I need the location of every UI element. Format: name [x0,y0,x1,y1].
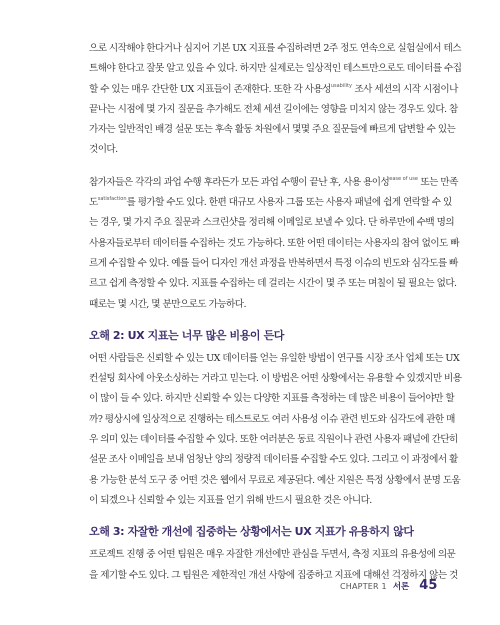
text-line: 사용자들로부터 데이터를 수집하는 것도 가능하다. 또한 어떤 데이터는 사용자의 참여 없이도 빠 [89,237,459,249]
text-line: 을 제기할 수도 있다. 그 팀원은 제한적인 개선 사항에 집중하고 지표에 대해선 걱정하지 않는 것 [89,569,458,581]
page-content [89,39,462,594]
text-line: 르게 수집할 수 있다. 예를 들어 디자인 개선 과정을 반복하면서 특정 이슈의 빈도와 심각도를 빠 [89,257,458,269]
text-line: 컨설팅 회사에 아웃소싱하는 거라고 믿는다. 이 방법은 어떤 상황에서는 유용할 수 있겠지만 비용 [89,373,462,385]
term-ease-of-use: ease of use [389,175,418,182]
section-label: 서론 [392,582,410,592]
term-satisfaction: satisfaction [97,196,127,203]
paragraph-2 [89,173,459,315]
text-line: 도$^{satisfaction}$를 평가할 수도 있다. 한편 대규모 사용자 그룹 또는 사용자 패널에 쉽게 연락할 수 있 [89,196,452,209]
text-line: 트해야 한다고 잘못 알고 있을 수 있다. 하지만 실제로는 일상적인 테스트만으로도 데이터를 수집 [89,63,462,75]
text-line: 는 경우, 몇 가지 주요 질문과 스크린샷을 정리해 이메일로 보낼 수 있다. 단 하루만에 수백 명의 [89,217,455,229]
text-line: 할 수 있는 매우 간단한 UX 지표들이 존재한다. 또한 각 사용성$^{usability}$ 조사 세션의 시작 시점이나 [89,82,458,95]
term-usability: usability [330,82,352,89]
section-heading-myth-2: 오해 2: UX 지표는 너무 많은 비용이 든다 [89,328,285,342]
page-footer [340,578,437,593]
text-line: 우 의미 있는 데이터를 수집할 수 있다. 또한 여러분은 동료 직원이나 관련 사용자 패널에 간단히 [89,434,458,446]
text-line: 끝나는 시점에 몇 가지 질문을 추가해도 전체 세션 길이에는 영향을 미치지 않는 경우도 있다. 참 [89,103,458,115]
text-line: 용 가능한 분석 도구 중 어떤 것은 웹에서 무료로 제공된다. 예산 지원은 특정 상황에서 분명 도움 [89,474,461,486]
text-line: 프로젝트 진행 중 어떤 팀원은 매우 자잘한 개선에만 관심을 두면서, 측정 지표의 유용성에 의문 [89,549,456,561]
chapter-label: CHAPTER 1 [340,582,387,591]
text-line: 참가자들은 각각의 과업 수행 후라든가 모든 과업 수행이 끝난 후, 사용 용이성$^{ease of use}$ 또는 만족 [89,175,458,188]
text-line: 가자는 일반적인 배경 설문 또는 후속 활동 차원에서 몇몇 주요 질문들에 빠르게 답변할 수 있는 [89,124,456,136]
paragraph-1 [89,39,462,161]
text-line: 까? 평상시에 일상적으로 진행하는 테스트로도 여러 사용성 이슈 관련 빈도와 심각도에 관한 매 [89,413,455,425]
text-line: 이 많이 들 수 있다. 하지만 신뢰할 수 있는 다양한 지표를 측정하는 데 많은 비용이 들어야만 할 [89,393,455,405]
text-line: 르고 쉽게 측정할 수 있다. 지표를 수집하는 데 걸리는 시간이 몇 주 또는 며칠이 될 필요는 없다. [89,278,457,290]
paragraph-3 [89,349,462,511]
text-line: 설문 조사 이메일을 보내 엄청난 양의 정량적 데이터를 수집할 수도 있다. 그리고 이 과정에서 활 [89,454,458,466]
section-heading-myth-3: 오해 3: 자잘한 개선에 집중하는 상황에서는 UX 지표가 유용하지 않다 [89,525,414,539]
text-line: 이 되겠으나 신뢰할 수 있는 지표를 얻기 위해 반드시 필요한 것은 아니다. [89,494,372,506]
text-line: 때로는 몇 시간, 몇 분만으로도 가능하다. [89,298,246,310]
text-line: 것이다. [89,144,118,156]
text-line: 으로 시작해야 한다거나 심지어 기본 UX 지표를 수집하려면 2주 정도 연속으로 실험실에서 테스 [89,43,461,54]
page-number: 45 [419,578,438,593]
text-line: 어떤 사람들은 신뢰할 수 있는 UX 데이터를 얻는 유일한 방법이 연구를 시장 조사 업체 또는 UX [89,352,460,364]
